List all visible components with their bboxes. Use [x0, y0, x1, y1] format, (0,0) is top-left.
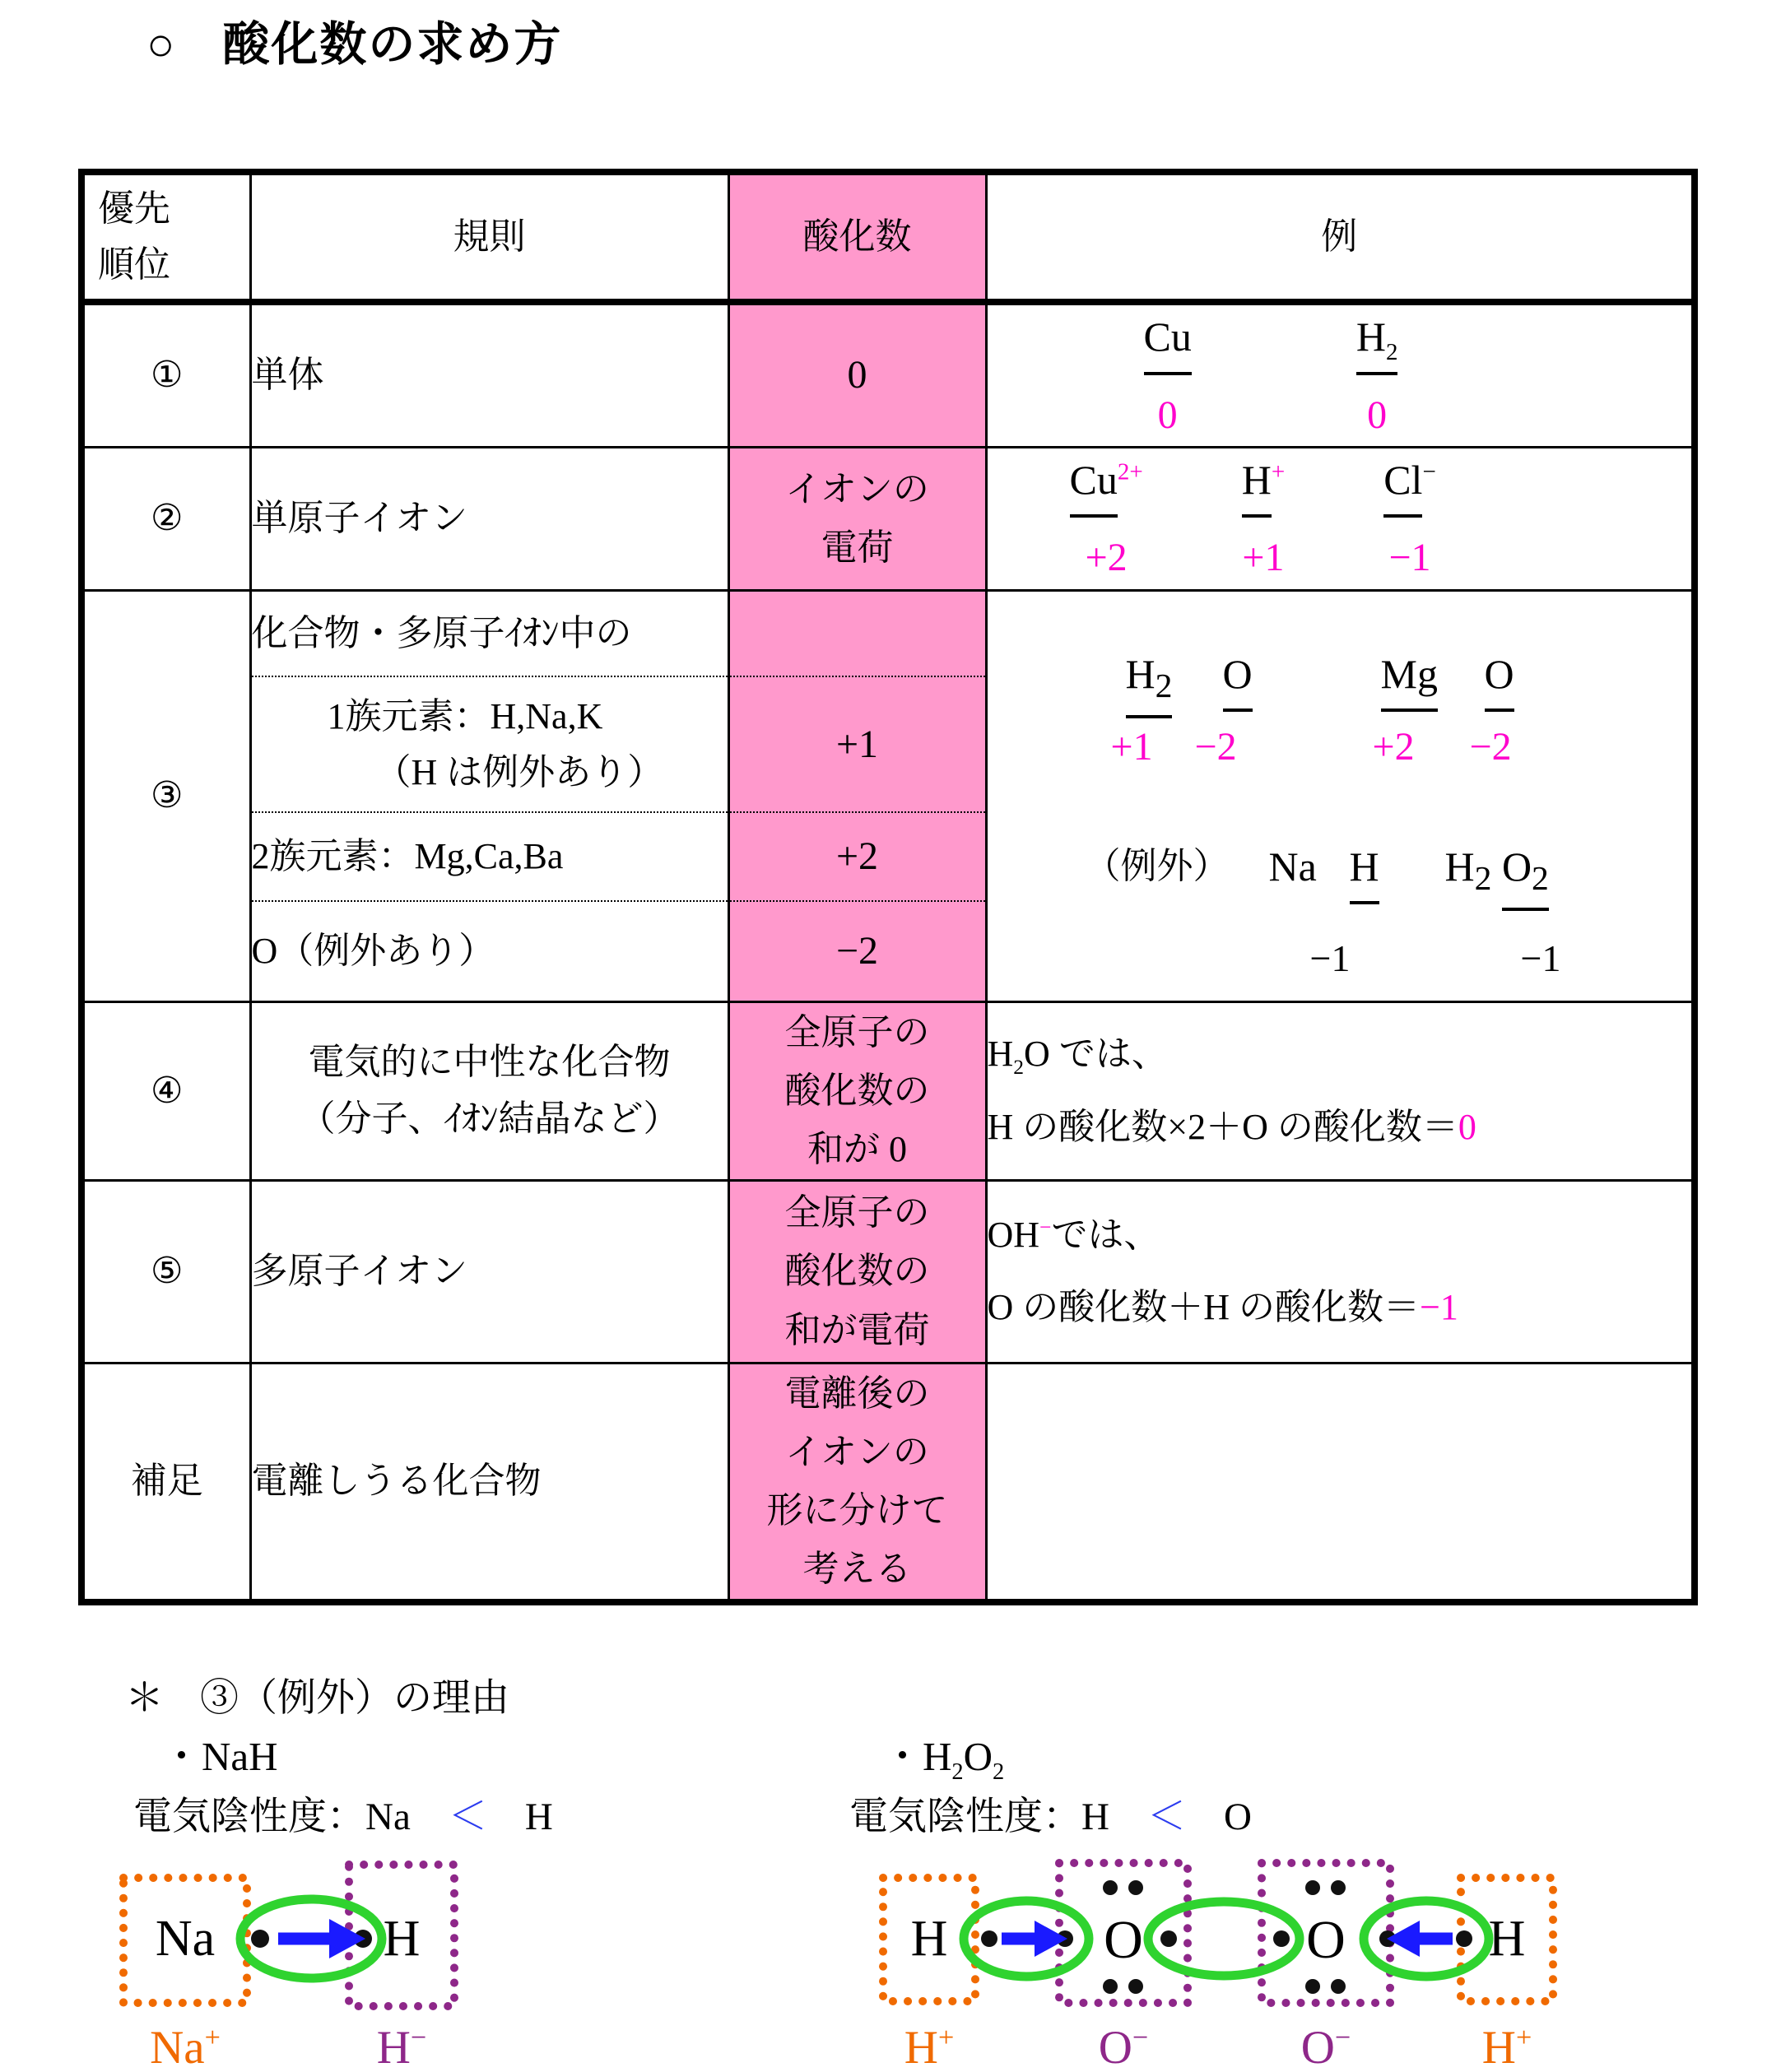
- formula-mg-of-mgo: Mg: [1381, 643, 1438, 713]
- header-priority: [81, 172, 250, 302]
- row2-example-items: [988, 448, 1692, 589]
- row6-number: 補足: [81, 1363, 250, 1602]
- asterisk-icon: ＊: [125, 1677, 164, 1720]
- row2-number: ②: [81, 447, 250, 590]
- header-priority-line1: 優先: [98, 188, 170, 229]
- h2o2-electronegativity-line: 電気陰性度：H ＜ O: [849, 1796, 1252, 1838]
- h2o2-bullet: ・$H_2O_2$: [882, 1734, 1005, 1785]
- row5-example-line2: O の酸化数＋H の酸化数＝−1: [987, 1287, 1458, 1328]
- row6-oxnum: 電離後の イオンの 形に分けて 考える: [728, 1363, 986, 1602]
- nah-lewis-diagram: [115, 1856, 477, 2014]
- table-header-row: [81, 172, 1695, 302]
- lone-pair-dot: [1103, 1979, 1118, 1994]
- atom-o-left: O: [1104, 1910, 1143, 1970]
- formula-o-of-mgo: O: [1485, 643, 1514, 713]
- row3-number: ③: [81, 590, 250, 1001]
- lone-pair-dot: [1128, 1880, 1143, 1895]
- page-title-text: 酸化数の求め方: [222, 19, 563, 71]
- lone-pair-dot: [1305, 1880, 1320, 1895]
- oxvalue-o-mgo: −2: [1469, 724, 1512, 769]
- formula-h2: $H_2$: [1356, 305, 1398, 375]
- row2-example: [986, 447, 1695, 590]
- row3-oxnum-sub4: −2: [728, 901, 986, 1001]
- table-row: [81, 447, 1695, 590]
- example-hplus: H+ +1: [1242, 448, 1285, 589]
- row1-example-items: [988, 305, 1692, 446]
- example-cu: [1144, 305, 1192, 446]
- formula-o-of-h2o: O: [1223, 643, 1253, 713]
- atom-h-left: H: [910, 1911, 948, 1967]
- oxvalue-h-h2o: +1: [1110, 724, 1153, 769]
- row5-number: ⑤: [81, 1180, 250, 1363]
- row3-rule-sub2: 1族元素：H,Na,K （H は例外あり）: [250, 676, 728, 812]
- note-heading: ＊ ③（例外）の理由: [125, 1677, 509, 1720]
- example-cu2plus: $Cu^{2+}$ +2: [1070, 448, 1143, 589]
- ion-label-o-minus: O−: [1098, 2022, 1149, 2072]
- row4-oxnum: 全原子の 酸化数の 和が 0: [728, 1001, 986, 1180]
- row3-rule-sub3: 2族元素：Mg,Ca,Ba: [250, 812, 728, 901]
- row1-rule: 単体: [250, 302, 728, 447]
- row5-oxnum: 全原子の 酸化数の 和が電荷: [728, 1180, 986, 1363]
- formula-na-of-nah: Na: [1268, 843, 1317, 890]
- exception-label: （例外）: [1084, 845, 1230, 886]
- row4-number: ④: [81, 1001, 250, 1180]
- less-than-sign: ＜: [1146, 1796, 1186, 1838]
- nah-electronegativity-line: 電気陰性度：Na ＜ H: [133, 1796, 553, 1838]
- oxvalue-o-h2o: −2: [1194, 724, 1237, 769]
- oxvalue-h2: 0: [1367, 393, 1388, 437]
- formula-h2o2: $H_2$ $O_2$: [1445, 835, 1549, 912]
- row3-oxnum-sub2: +1: [728, 676, 986, 812]
- nah-bullet: ・NaH: [161, 1734, 278, 1779]
- oxvalue-h-nah: −1: [1309, 936, 1351, 979]
- oxvalue-cu: 0: [1157, 393, 1178, 437]
- header-priority-line2: 順位: [98, 244, 170, 285]
- electron-dot: [1160, 1930, 1177, 1947]
- table-row: [81, 590, 1695, 676]
- lone-pair-dot: [1103, 1880, 1118, 1895]
- row6-example-empty: [986, 1363, 1695, 1602]
- row4-rule: 電気的に中性な化合物 （分子、ｲｵﾝ結晶など）: [250, 1001, 728, 1180]
- row3-rule-sub4: O（例外あり）: [250, 901, 728, 1001]
- table-row: [81, 1180, 1695, 1363]
- header-example: 例: [986, 172, 1695, 302]
- row5-example-line1: OH−では、: [987, 1214, 1160, 1255]
- lone-pair-dot: [1305, 1979, 1320, 1994]
- formula-cu: Cu: [1144, 305, 1192, 375]
- example-clminus: Cl− −1: [1383, 448, 1436, 589]
- row1-example: [986, 302, 1695, 447]
- atom-h: H: [383, 1911, 421, 1967]
- row4-example-line2: H の酸化数×2＋O の酸化数＝0: [987, 1106, 1476, 1147]
- row1-oxnum: 0: [728, 302, 986, 447]
- row2-oxnum: イオンの 電荷: [728, 447, 986, 590]
- ion-label-h-minus: H−: [376, 2022, 427, 2072]
- row3-example: [986, 590, 1695, 1001]
- lone-pair-dot: [1128, 1979, 1143, 1994]
- circle-bullet-icon: ○: [146, 19, 177, 71]
- ion-label-o-minus: O−: [1300, 2022, 1351, 2072]
- example-h2: [1356, 305, 1398, 446]
- ion-label-h-plus: H+: [1481, 2022, 1532, 2072]
- atom-na: Na: [155, 1911, 216, 1967]
- header-rule: 規則: [250, 172, 728, 302]
- formula-h-of-nah: H: [1350, 835, 1379, 905]
- lone-pair-dot: [1331, 1979, 1346, 1994]
- formula-h2-of-h2o: $H_2$: [1126, 643, 1173, 719]
- row3-oxnum-sub3: +2: [728, 812, 986, 901]
- oxidation-number-rules-table: [78, 169, 1698, 1605]
- row1-number: ①: [81, 302, 250, 447]
- lone-pair-dot: [1331, 1880, 1346, 1895]
- row2-rule: 単原子イオン: [250, 447, 728, 590]
- electron-dot: [981, 1930, 997, 1947]
- table-row: [81, 302, 1695, 447]
- electron-dot: [1456, 1930, 1472, 1947]
- less-than-sign: ＜: [448, 1796, 487, 1838]
- table-row: [81, 1001, 1695, 1180]
- oxvalue-mg-mgo: +2: [1372, 724, 1415, 769]
- row3-rule-sub1: 化合物・多原子ｲｵﾝ中の: [250, 590, 728, 676]
- header-oxnum: 酸化数: [728, 172, 986, 302]
- row5-example: [986, 1180, 1695, 1363]
- row5-rule: 多原子イオン: [250, 1180, 728, 1363]
- row3-example-layout: [988, 592, 1692, 1001]
- h2o2-lewis-diagram: [852, 1856, 1560, 2014]
- row4-example: [986, 1001, 1695, 1180]
- table-row: [81, 1363, 1695, 1602]
- electron-dot: [251, 1930, 269, 1948]
- oxvalue-o-h2o2: −1: [1520, 936, 1561, 979]
- ion-label-na-plus: Na+: [150, 2022, 221, 2072]
- page-title: [146, 7, 562, 74]
- ion-label-h-plus: H+: [904, 2022, 955, 2072]
- row3-oxnum-sub1: [728, 590, 986, 676]
- row4-example-line1: $H_2O$ では、: [987, 1034, 1168, 1080]
- electron-dot: [1273, 1930, 1290, 1947]
- atom-h-right: H: [1488, 1911, 1526, 1967]
- row6-rule: 電離しうる化合物: [250, 1363, 728, 1602]
- atom-o-right: O: [1306, 1910, 1346, 1970]
